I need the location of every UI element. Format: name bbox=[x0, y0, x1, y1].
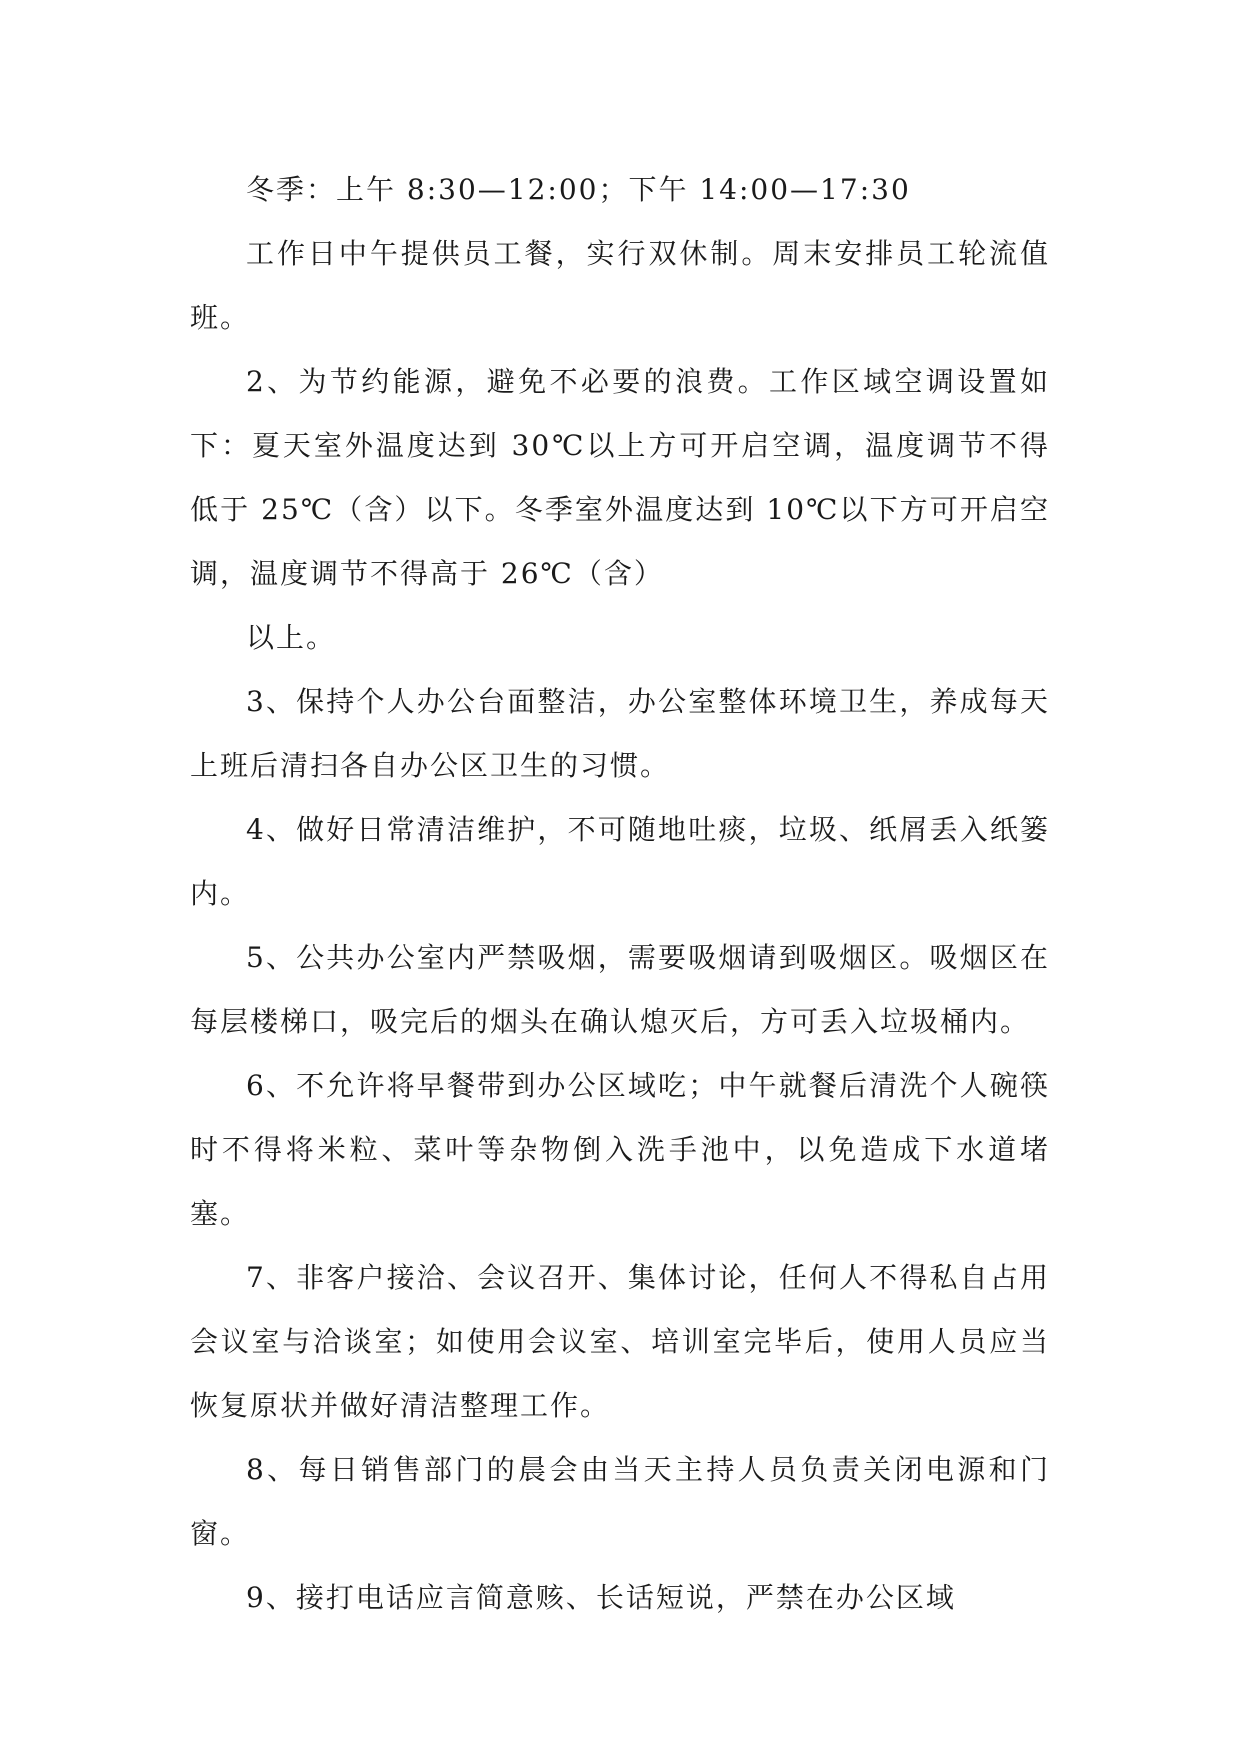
paragraph-rule-4-cleaning: 4、做好日常清洁维护，不可随地吐痰，垃圾、纸屑丢入纸篓内。 bbox=[190, 813, 1050, 910]
paragraph-rule-6-food: 6、不允许将早餐带到办公区域吃；中午就餐后清洗个人碗筷时不得将米粒、菜叶等杂物倒入洗手池中，以免造成下水道堵塞。 bbox=[190, 1069, 1050, 1230]
paragraph-rule-8-morning-meeting: 8、每日销售部门的晨会由当天主持人员负责关闭电源和门窗。 bbox=[190, 1453, 1050, 1550]
paragraph-staff-meals: 工作日中午提供员工餐，实行双休制。周末安排员工轮流值班。 bbox=[190, 237, 1050, 334]
paragraph-rule-2-continued: 以上。 bbox=[246, 621, 337, 654]
document-body bbox=[190, 158, 1050, 1630]
paragraph-rule-3-desk-tidiness: 3、保持个人办公台面整洁，办公室整体环境卫生，养成每天上班后清扫各自办公区卫生的习惯。 bbox=[190, 685, 1050, 782]
paragraph-rule-9-phone-calls: 9、接打电话应言简意赅、长话短说，严禁在办公区域 bbox=[246, 1581, 956, 1614]
paragraph-winter-hours: 冬季：上午 8:30—12:00；下午 14:00—17:30 bbox=[246, 173, 911, 206]
paragraph-rule-2-air-conditioning: 2、为节约能源，避免不必要的浪费。工作区域空调设置如下：夏天室外温度达到 30℃以上方可开启空调，温度调节不得低于 25℃（含）以下。冬季室外温度达到 10℃以下方可开启空调，温度调节不得高于 26℃（含） bbox=[190, 365, 1050, 590]
paragraph-rule-7-meeting-rooms: 7、非客户接洽、会议召开、集体讨论，任何人不得私自占用会议室与洽谈室；如使用会议室、培训室完毕后，使用人员应当恢复原状并做好清洁整理工作。 bbox=[190, 1261, 1050, 1422]
paragraph-rule-5-smoking: 5、公共办公室内严禁吸烟，需要吸烟请到吸烟区。吸烟区在每层楼梯口，吸完后的烟头在确认熄灭后，方可丢入垃圾桶内。 bbox=[190, 941, 1050, 1038]
